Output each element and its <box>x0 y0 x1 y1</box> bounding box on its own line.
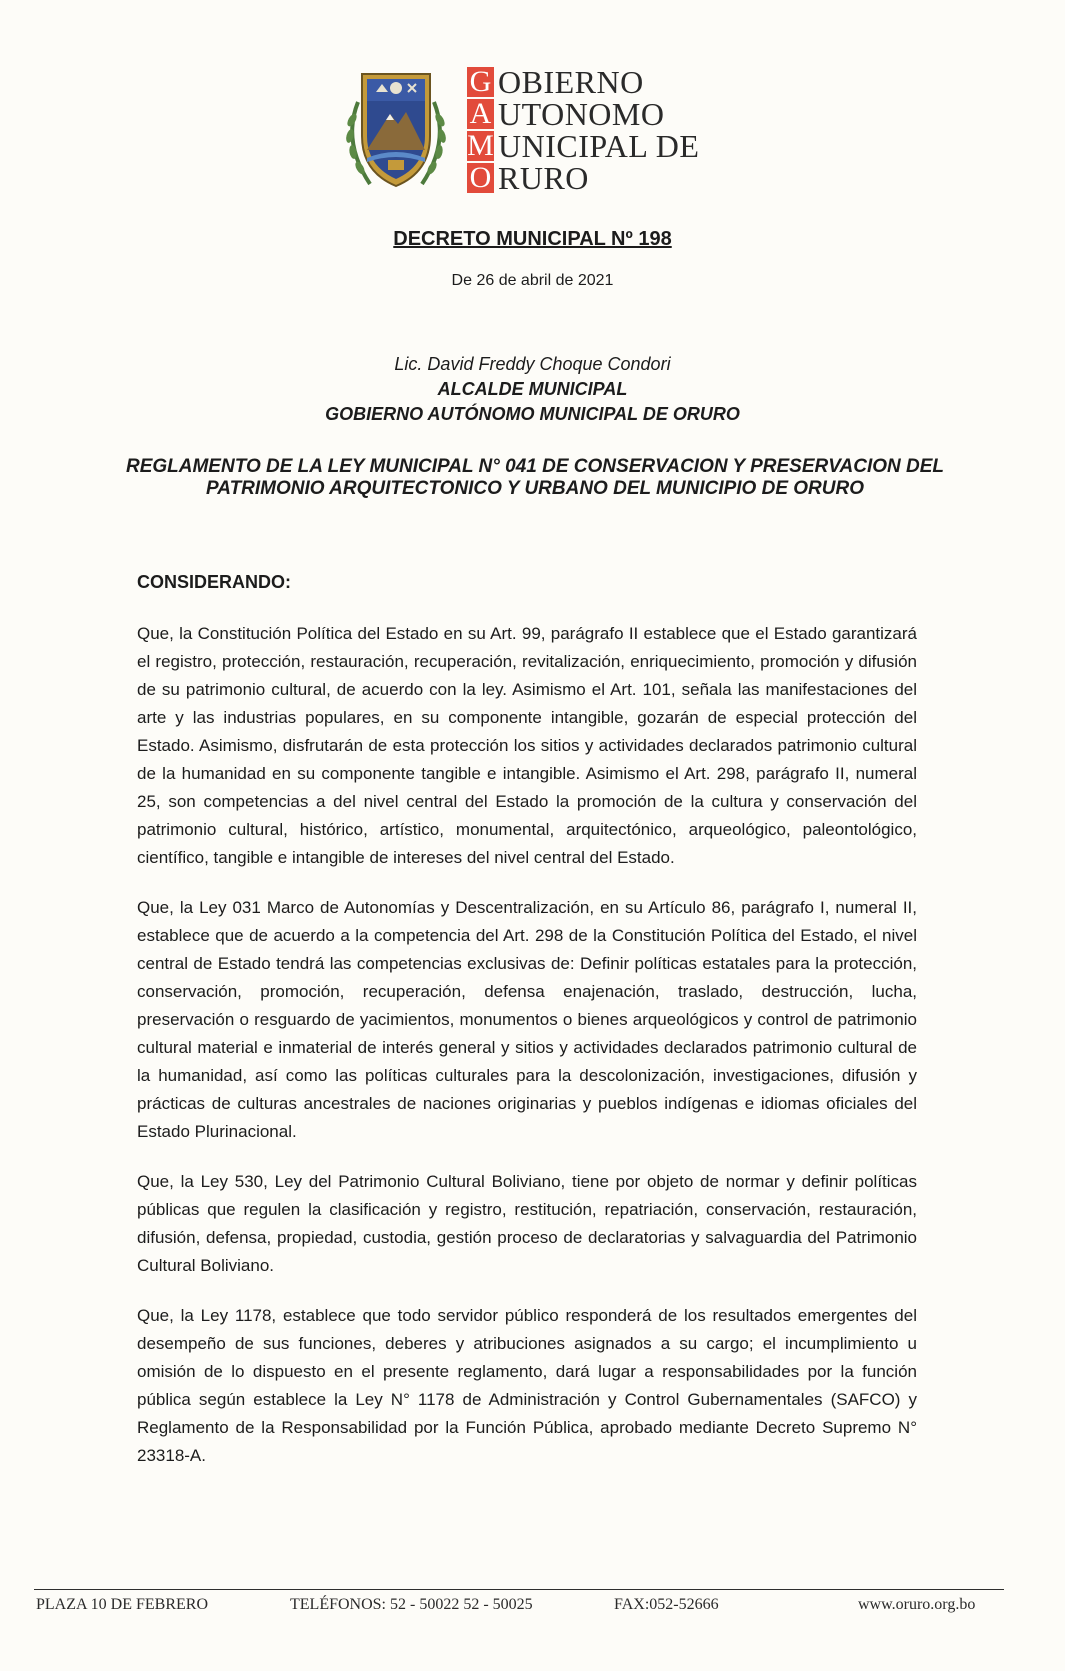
brand-line <box>467 130 699 162</box>
regulation-title: REGLAMENTO DE LA LEY MUNICIPAL N° 041 DE CONSERVACION Y PRESERVACION DEL PATRIMONIO ARQUITECTONICO Y URBANO DEL MUNICIPIO DE ORURO <box>125 456 945 499</box>
decree-date: De 26 de abril de 2021 <box>451 272 614 289</box>
footer-fax: FAX:052-52666 <box>614 1596 719 1613</box>
signer-name: Lic. David Freddy Choque Condori <box>394 354 671 374</box>
footer-address: PLAZA 10 DE FEBRERO <box>36 1596 209 1613</box>
brand-word: OBIERNO <box>498 64 644 100</box>
paragraph: Que, la Ley 031 Marco de Autonomías y Descentralización, en su Artículo 86, parágrafo I, numeral II, establece que de acuerdo a la competencia del Art. 298 de la Constitución Política del Estado, el nivel central de Estado tendrá las competencias exclusivas de: Definir políticas estatales para la protección, conservación, promoción, recuperación, defensa enajenación, traslado, destrucción, lucha, preservación o resguardo de yacimientos, monumentos o bienes arqueológicos y control de patrimonio cultural material e inmaterial de interés general y sitios y actividades declarados patrimonio cultural de la humanidad, así como las políticas culturales para la descolonización, investigaciones, difusión y prácticas de culturas ancestrales de naciones originarias y pueblos indígenas e idiomas oficiales del Estado Plurinacional. <box>137 898 917 1141</box>
brand-word: UNICIPAL DE <box>498 128 700 164</box>
letterhead <box>340 62 740 198</box>
brand-initial: G <box>467 67 494 97</box>
footer-divider <box>34 1589 1004 1590</box>
brand-word: RURO <box>498 160 589 196</box>
footer-phones: TELÉFONOS: 52 - 50022 52 - 50025 <box>290 1596 533 1613</box>
signer-block <box>0 352 1065 427</box>
signer-position: ALCALDE MUNICIPAL <box>437 379 628 399</box>
brand-wordmark <box>467 66 699 194</box>
brand-initial: A <box>467 99 494 129</box>
paragraph: Que, la Ley 1178, establece que todo servidor público responderá de los resultados emergentes del desempeño de sus funciones, deberes y atribuciones asignados a su cargo; el incumplimiento u omisión de lo dispuesto en el presente reglamento, dará lugar a responsabilidades por la función pública según establece la Ley N° 1178 de Administración y Control Gubernamentales (SAFCO) y Reglamento de la Responsabilidad por la Función Pública, aprobado mediante Decreto Supremo N° 23318-A. <box>137 1306 917 1465</box>
brand-line <box>467 162 699 194</box>
paragraph: Que, la Ley 530, Ley del Patrimonio Cultural Boliviano, tiene por objeto de normar y definir políticas públicas que regulen la clasificación y registro, restitución, repatriación, conservación, restauración, difusión, defensa, propiedad, custodia, gestión proceso de declaratorias y salvaguardia del Patrimonio Cultural Boliviano. <box>137 1172 917 1275</box>
decree-title: DECRETO MUNICIPAL Nº 198 <box>393 228 672 250</box>
document-body <box>137 620 917 1492</box>
municipal-seal-icon <box>340 62 452 198</box>
considerando-heading: CONSIDERANDO: <box>137 572 292 592</box>
paragraph: Que, la Constitución Política del Estado en su Art. 99, parágrafo II establece que el Estado garantizará el registro, protección, restauración, recuperación, revitalización, enriquecimiento, promoción y difusión de su patrimonio cultural, de acuerdo con la ley. Asimismo el Art. 101, señala las manifestaciones del arte y las industrias populares, en su componente intangible, gozarán de especial protección del Estado. Asimismo, disfrutarán de esta protección los sitios y actividades declarados patrimonio cultural de la humanidad en su componente tangible e intangible. Asimismo el Art. 298, parágrafo II, numeral 25, son competencias a del nivel central del Estado la promoción de la cultura y conservación del patrimonio cultural, histórico, artístico, monumental, arquitectónico, arqueológico, paleontológico, científico, tangible e intangible de intereses del nivel central del Estado. <box>137 624 917 867</box>
signer-institution: GOBIERNO AUTÓNOMO MUNICIPAL DE ORURO <box>325 404 740 424</box>
brand-initial: O <box>467 163 494 193</box>
brand-word: UTONOMO <box>498 96 665 132</box>
brand-line <box>467 66 699 98</box>
brand-initial: M <box>467 129 494 162</box>
brand-line <box>467 98 699 130</box>
footer-website: www.oruro.org.bo <box>858 1596 976 1613</box>
